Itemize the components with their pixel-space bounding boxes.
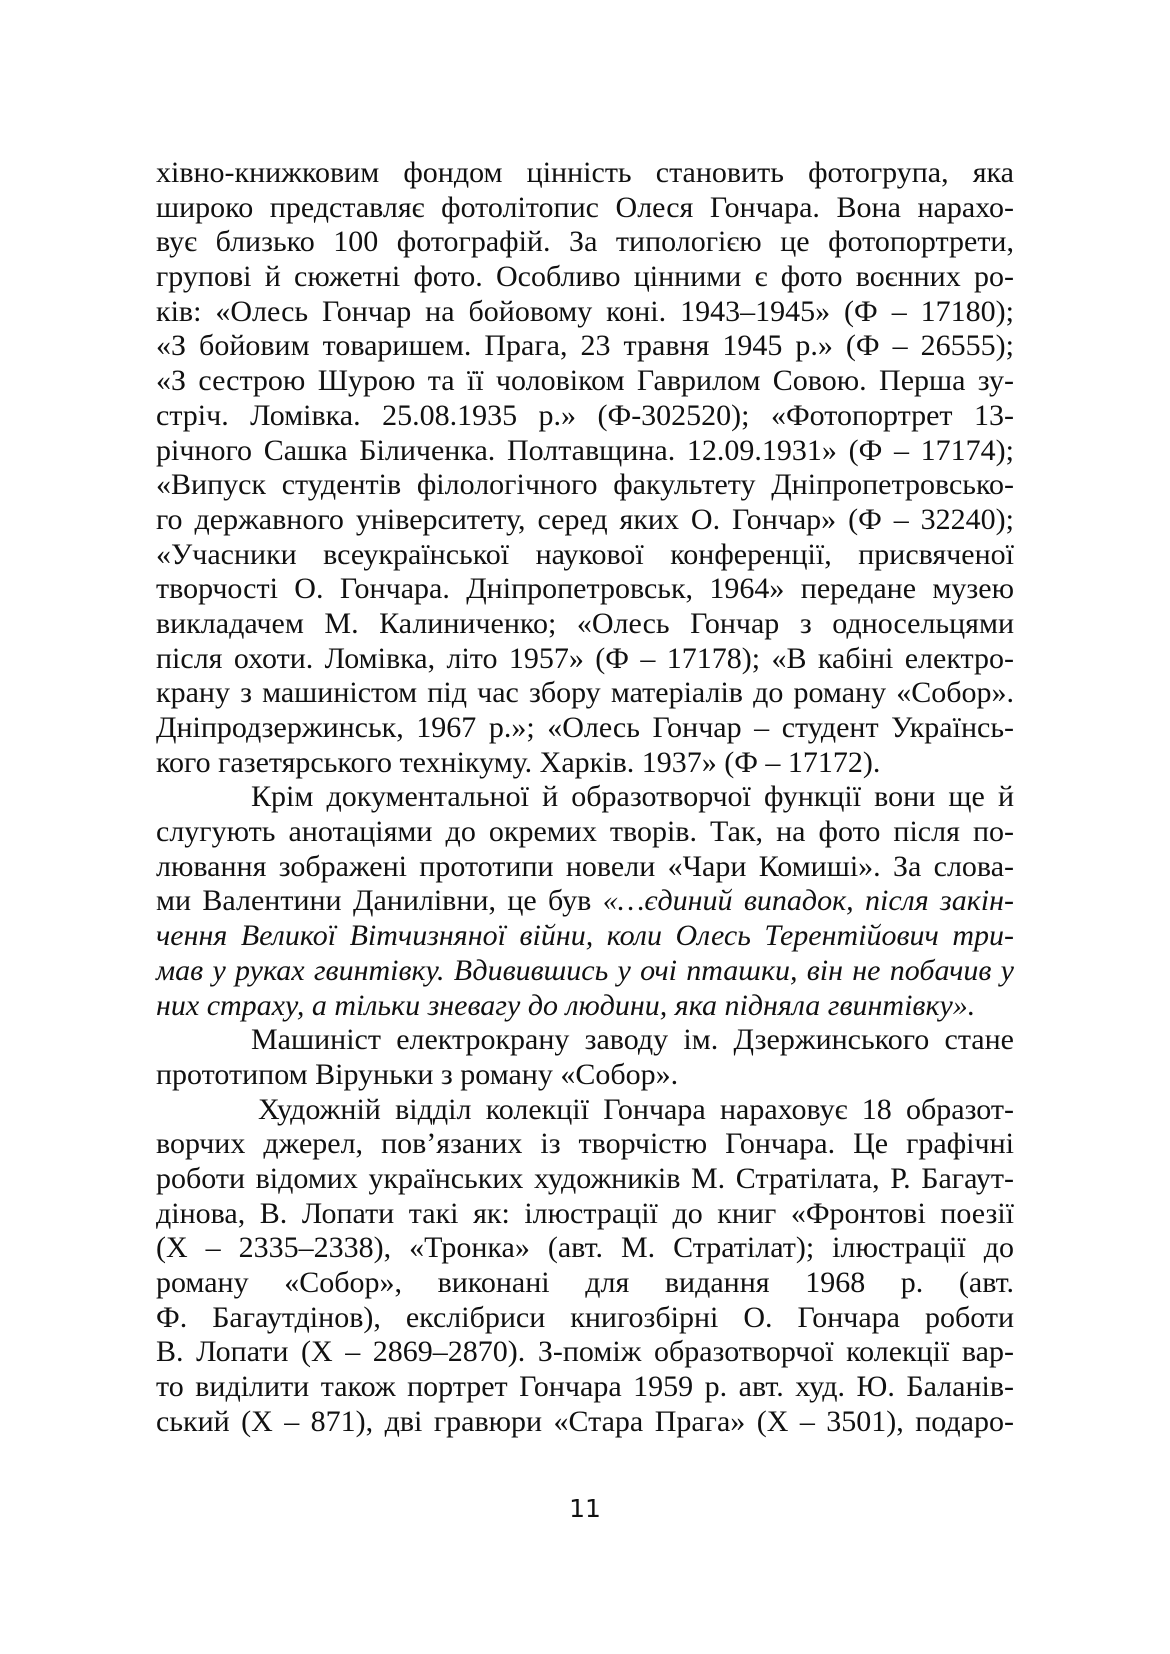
text-line: Крім документальної й образотворчої функції вони ще й xyxy=(251,780,1014,814)
text-line: роману «Собор», виконані для видання 1968 р. (авт. xyxy=(156,1266,1014,1299)
quote-line: мав у руках гвинтівку. Вдивившись у очі пташки, він не побачив у xyxy=(156,953,1014,987)
text-line: викладачем М. Калиниченко; «Олесь Гончар з односельцями xyxy=(156,606,1014,640)
text-line: стріч. Ломівка. 25.08.1935 р.» (Ф-302520); «Фотопортрет 13- xyxy=(156,398,1014,432)
quote-line: чення Великої Вітчизняної війни, коли Олесь Терентійович три- xyxy=(156,919,1014,953)
text-line: В. Лопати (Х – 2869–2870). З-поміж образотворчої колекції вар- xyxy=(156,1335,1014,1369)
text-line: то виділити також портрет Гончара 1959 р. авт. худ. Ю. Баланів- xyxy=(156,1370,1014,1404)
text-line: «Випуск студентів філологічного факультету Дніпропетровсько- xyxy=(156,468,1014,502)
text-line: Машиніст електрокрану заводу ім. Дзержинського стане xyxy=(251,1023,1014,1057)
text-line: прототипом Віруньки з роману «Собор». xyxy=(156,1057,679,1091)
text-line: вує близько 100 фотографій. За типологією це фотопортрети, xyxy=(156,225,1014,259)
text-line: ський (Х – 871), дві гравюри «Стара Прага» (Х – 3501), подаро- xyxy=(156,1404,1014,1438)
text-line: широко представляє фотолітопис Олеся Гончара. Вона нарахо- xyxy=(156,190,1014,224)
text-line: го державного університету, серед яких О. Гончар» (Ф – 32240); xyxy=(156,502,1014,536)
quote-span: «…єдиний випадок, після закін- xyxy=(602,884,1014,918)
text-line: творчості О. Гончара. Дніпропетровськ, 1964» передане музею xyxy=(156,572,1014,606)
text-line: «Учасники всеукраїнської наукової конференції, присвяченої xyxy=(156,537,1014,571)
text-line: (Х – 2335–2338), «Тронка» (авт. М. Стратілат); ілюстрації до xyxy=(156,1231,1014,1265)
text-span: ми Валентини Данилівни, це був xyxy=(156,884,603,918)
text-line: дінова, В. Лопати такі як: ілюстрації до книг «Фронтові поезії xyxy=(156,1196,1014,1230)
text-line: річного Сашка Біличенка. Полтавщина. 12.09.1931» (Ф – 17174); xyxy=(156,433,1014,467)
text-line: роботи відомих українських художників М. Стратілата, Р. Багаут- xyxy=(156,1161,1014,1195)
body-text xyxy=(156,156,1014,1439)
text-line-with-quote xyxy=(156,884,1014,919)
text-line: крану з машиністом під час збору матеріалів до роману «Собор». xyxy=(156,676,1014,710)
text-line: Дніпродзержинськ, 1967 р.»; «Олесь Гончар – студент Українсь- xyxy=(156,711,1014,744)
text-line: ків: «Олесь Гончар на бойовому коні. 1943–1945» (Ф – 17180); xyxy=(156,294,1014,328)
text-line: хівно-книжковим фондом цінність становить фотогрупа, яка xyxy=(156,156,1014,189)
text-line: Ф. Багаутдінов), екслібриси книгозбірні О. Гончара роботи xyxy=(156,1300,1014,1334)
text-line: слугують анотаціями до окремих творів. Так, на фото після по- xyxy=(156,815,1014,849)
quote-line: них страху, а тільки зневагу до людини, яка підняла гвинтівку». xyxy=(156,988,976,1022)
text-line: групові й сюжетні фото. Особливо цінними є фото воєнних ро- xyxy=(156,260,1014,294)
text-line: «З сестрою Шурою та її чоловіком Гаврилом Совою. Перша зу- xyxy=(156,364,1014,398)
text-line: ворчих джерел, пов’язаних із творчістю Гончара. Це графічні xyxy=(156,1127,1014,1161)
text-line: після охоти. Ломівка, літо 1957» (Ф – 17178); «В кабіні електро- xyxy=(156,641,1014,675)
text-line: «З бойовим товаришем. Прага, 23 травня 1945 р.» (Ф – 26555); xyxy=(156,329,1014,363)
page-number: 11 xyxy=(569,1494,601,1523)
text-line: Художній відділ колекції Гончара нараховує 18 образот- xyxy=(258,1092,1014,1126)
text-line: лювання зображені прототипи новели «Чари Комиші». За слова- xyxy=(156,849,1014,883)
text-line: кого газетярського технікуму. Харків. 1937» (Ф – 17172). xyxy=(156,745,881,779)
